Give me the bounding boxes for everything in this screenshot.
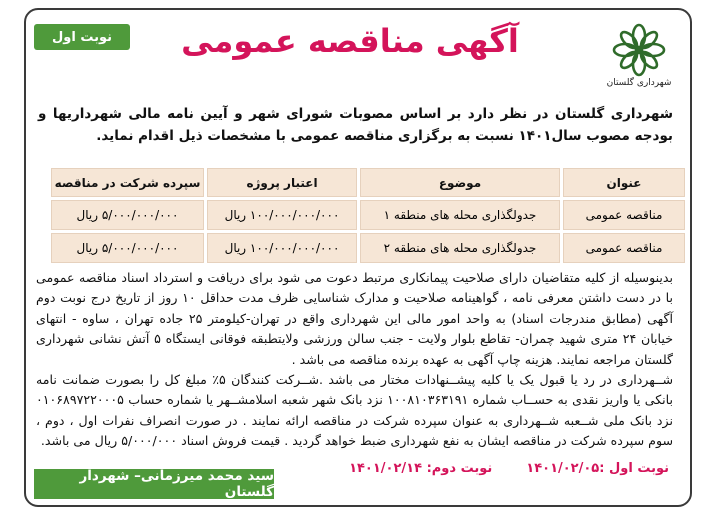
col-header-deposit: سپرده شرکت در مناقصه bbox=[51, 168, 204, 197]
col-header-title: عنوان bbox=[563, 168, 685, 197]
signature-box: سید محمد میرزمانی– شهردار گلستان bbox=[34, 469, 274, 499]
col-header-budget: اعتبار پروژه bbox=[207, 168, 357, 197]
tender-table bbox=[48, 165, 688, 266]
table-row bbox=[51, 200, 685, 230]
cell-deposit: ۵/۰۰۰/۰۰۰/۰۰۰ ریال bbox=[51, 200, 204, 230]
page-title: آگهی مناقصه عمومی bbox=[181, 22, 519, 60]
body-text bbox=[36, 268, 673, 452]
body-paragraph-1: بدینوسیله از کلیه متقاضیان دارای صلاحیت پیمانکاری مرتبط دعوت می شود برای دریافت و استرداد اسناد مناقصه عمومی با در دست داشتن معرفی نامه ، گواهینامه صلاحیت و مدارک شناسایی ظرف مدت حداقل ۱۰ روز از تاریخ درج نوبت دوم آگهی (مطابق مندرجات اسناد) به واحد امور مالی این شهرداری واقع در تهران-کیلومتر ۲۵ جاده تهران ، ساوه - انتهای خیابان ۲۴ متری شهید چمران- تقاطع بلوار ولایت - جنب سالن ورزشی ولایتطبقه فوقانی ایستگاه ۵ آتش نشانی شهرداری گلستان مراجعه نمایند. هزینه چاپ آگهی به عهده برنده مناقصه می باشد . bbox=[36, 270, 673, 367]
first-round-date: نوبت اول :۱۴۰۱/۰۲/۰۵ bbox=[526, 461, 669, 476]
cell-title: مناقصه عمومی bbox=[563, 233, 685, 263]
flower-logo-icon bbox=[609, 20, 669, 80]
body-paragraph-2: شــهرداری در رد یا قبول یک یا کلیه پیشــنهادات مختار می باشد .شــرکت کنندگان ۵٪ مبلغ کل را بصورت ضمانت نامه بانکی یا واریز نقدی به حســاب شماره ۱۰۰۸۱۰۳۶۳۱۹۱ نزد بانک شهر شعبه اسلامشــهر یا شماره حساب ۰۱۰۶۸۹۷۲۲۰۰۰۵ نزد بانک ملی شــعبه شــهرداری به عنوان سپرده شرکت در مناقصه ارائه نمایند . در صورت انصراف نفرات اول ، دوم ، سوم سپرده شرکت در مناقصه ایشان به نفع شهرداری ضبط خواهد گردید . قیمت فروش اسناد ۵/۰۰۰/۰۰۰ ریال می باشد. bbox=[36, 372, 673, 449]
publication-dates bbox=[349, 461, 669, 476]
table-header-row bbox=[51, 168, 685, 197]
cell-subject: جدولگذاری محله های منطقه ۱ bbox=[360, 200, 560, 230]
round-badge: نوبت اول bbox=[34, 24, 130, 50]
col-header-subject: موضوع bbox=[360, 168, 560, 197]
cell-budget: ۱۰۰/۰۰۰/۰۰۰/۰۰۰ ریال bbox=[207, 233, 357, 263]
cell-subject: جدولگذاری محله های منطقه ۲ bbox=[360, 233, 560, 263]
cell-deposit: ۵/۰۰۰/۰۰۰/۰۰۰ ریال bbox=[51, 233, 204, 263]
cell-title: مناقصه عمومی bbox=[563, 200, 685, 230]
second-round-date: نوبت دوم: ۱۴۰۱/۰۲/۱۴ bbox=[349, 461, 493, 476]
org-name: شهرداری گلستان bbox=[554, 106, 674, 122]
table-row bbox=[51, 233, 685, 263]
cell-budget: ۱۰۰/۰۰۰/۰۰۰/۰۰۰ ریال bbox=[207, 200, 357, 230]
intro-paragraph bbox=[38, 103, 673, 147]
intro-text: در نظر دارد بر اساس مصوبات شورای شهر و آیین نامه مالی شهرداریها و بودجه مصوب سال۱۴۰۱ نسبت به برگزاری مناقصه عمومی با مشخصات ذیل اقدام نماید. bbox=[38, 106, 673, 144]
logo-caption: شهرداری گلستان bbox=[606, 78, 672, 88]
